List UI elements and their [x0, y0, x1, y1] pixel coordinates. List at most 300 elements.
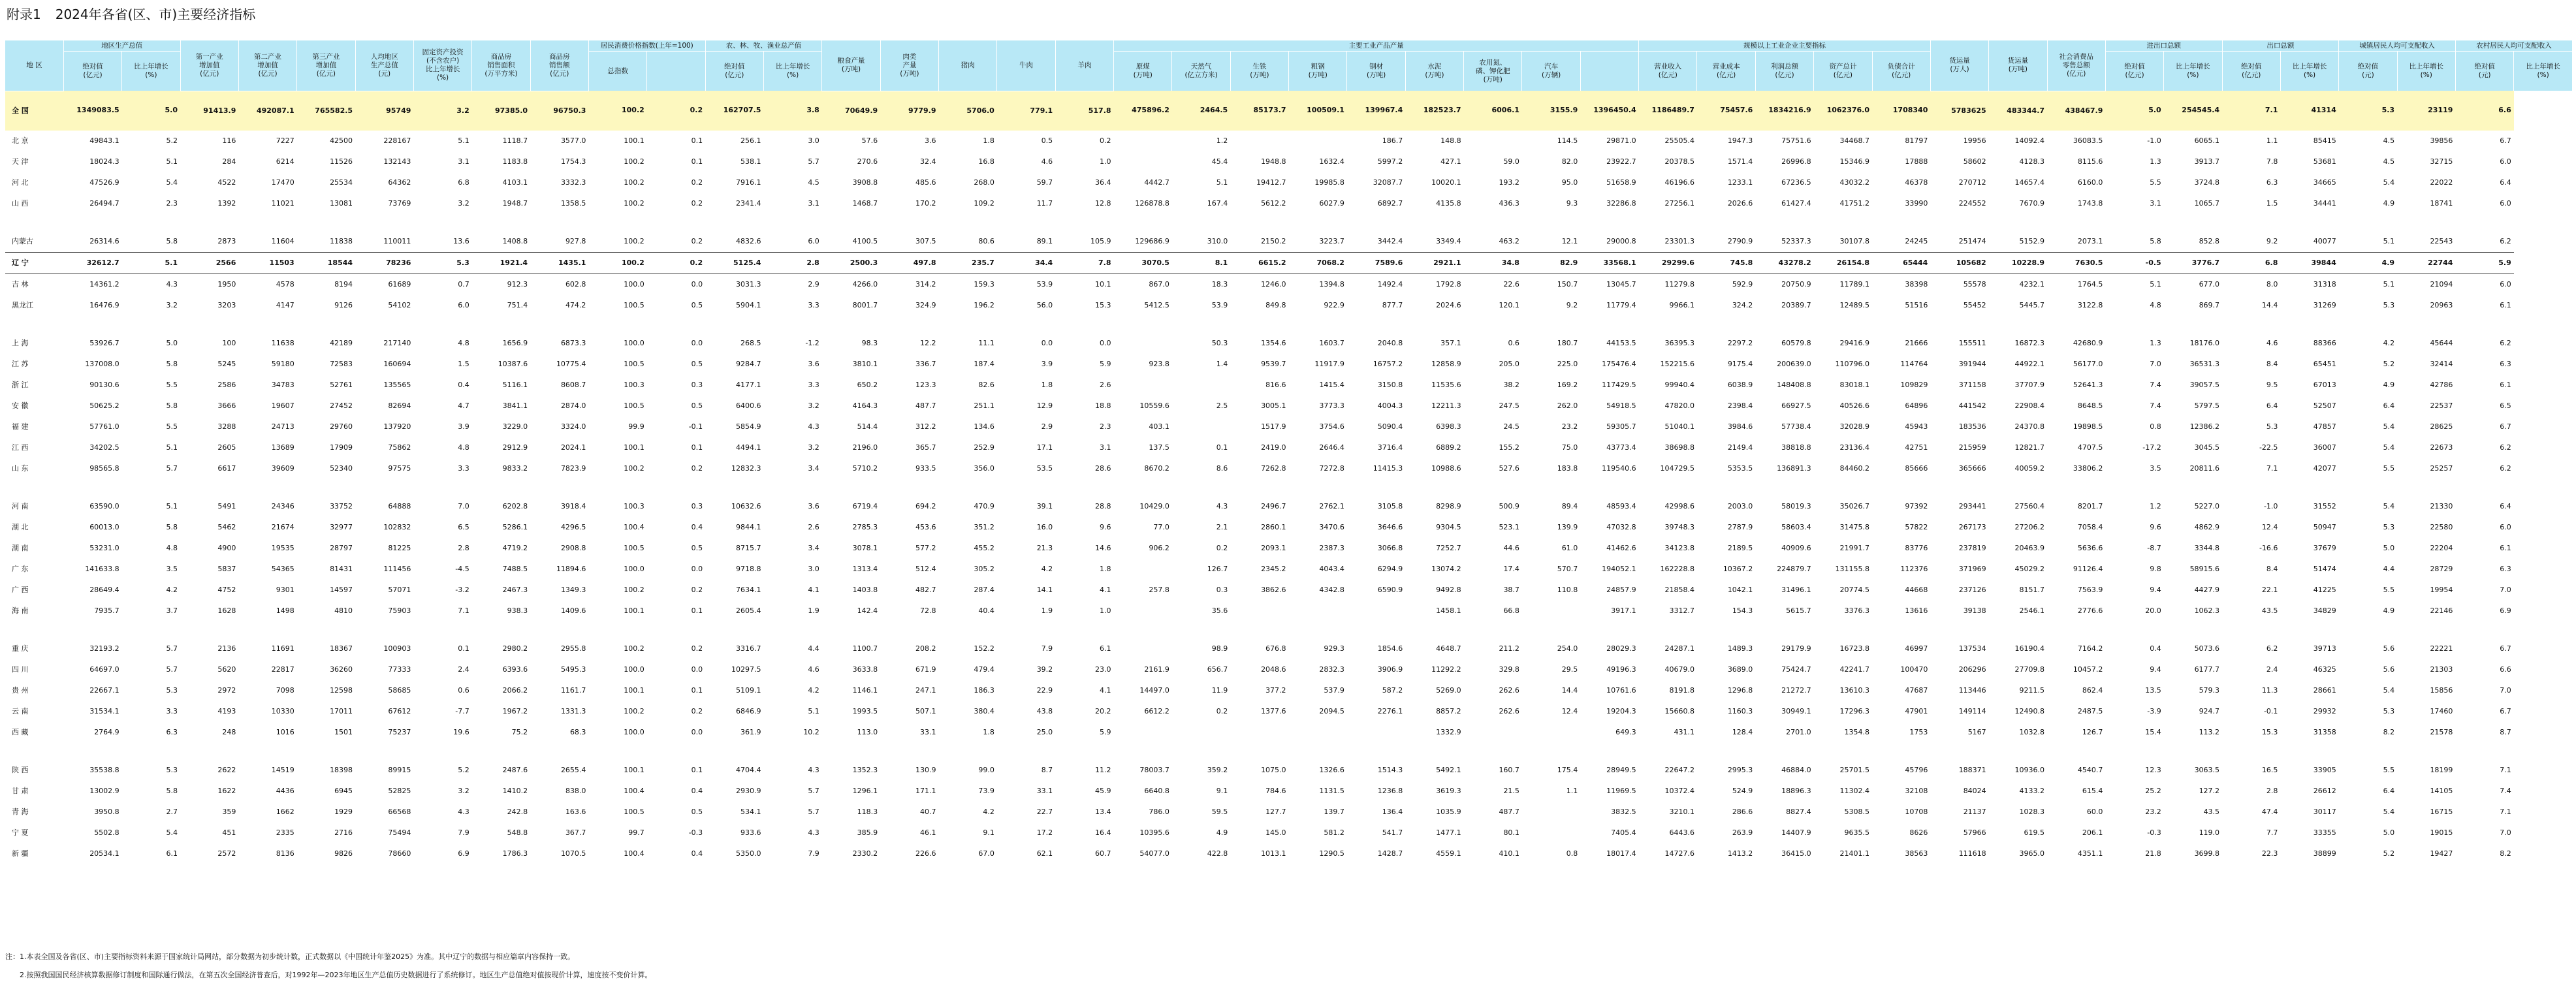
- table-cell: 3005.1: [1261, 401, 1286, 410]
- table-cell: 25257: [2430, 463, 2453, 473]
- table-cell: 53.9: [1036, 279, 1053, 289]
- table-cell: 2.4: [458, 665, 469, 674]
- table-cell: 112376: [1900, 564, 1928, 573]
- table-cell: 39138: [1963, 606, 1986, 615]
- table-cell: 9492.8: [1436, 585, 1461, 594]
- table-cell: 22647.2: [1664, 765, 1694, 774]
- table-cell: 3689.0: [1727, 665, 1753, 674]
- table-cell: 170.2: [915, 198, 936, 208]
- table-cell: 23922.7: [1606, 157, 1636, 166]
- table-cell: 175.4: [1557, 765, 1578, 774]
- table-cell: 1160.3: [1727, 706, 1753, 715]
- table-cell: 4494.1: [735, 443, 761, 452]
- table-cell: 33990: [1905, 198, 1928, 208]
- table-cell: 13081: [330, 198, 353, 208]
- table-cell: 160.7: [1499, 765, 1519, 774]
- header-group-urban: 城镇居民人均可支配收入: [2339, 40, 2456, 52]
- header-group-gdp: 地区生产总值: [63, 40, 180, 52]
- table-cell: 31534.1: [89, 706, 119, 715]
- table-cell: 100.1: [624, 136, 644, 145]
- title-text: 2024年各省(区、市)主要经济指标: [55, 7, 256, 22]
- table-cell: 27452: [330, 401, 353, 410]
- table-cell: 73769: [388, 198, 411, 208]
- table-row: [5, 496, 2573, 517]
- table-body: [5, 91, 2573, 864]
- table-cell: 3913.7: [2194, 157, 2220, 166]
- table-cell: 145.0: [1265, 828, 1286, 837]
- table-cell: 6443.6: [1669, 828, 1694, 837]
- table-cell: 119.0: [2199, 828, 2220, 837]
- table-row: [5, 295, 2573, 316]
- table-cell: 205.0: [1499, 359, 1519, 368]
- table-cell: 3.9: [1041, 359, 1053, 368]
- table-cell: 3646.6: [1377, 522, 1403, 531]
- table-cell: 307.5: [915, 236, 936, 245]
- table-cell: 359.2: [1207, 765, 1228, 774]
- table-cell: 3918.4: [560, 501, 586, 510]
- table-row: [5, 375, 2573, 396]
- table-cell: 3223.7: [1319, 236, 1344, 245]
- table-row: [5, 437, 2573, 458]
- table-cell: 0.2: [1100, 136, 1111, 145]
- table-cell: 50947: [2313, 522, 2336, 531]
- table-cell: 61689: [388, 279, 411, 289]
- table-cell: 100.5: [624, 543, 644, 552]
- table-cell: 2980.2: [502, 644, 528, 653]
- table-cell: 27560.4: [2014, 501, 2045, 510]
- table-cell: 4719.2: [502, 543, 528, 552]
- table-cell: 4.3: [808, 765, 819, 774]
- table-cell: 2955.8: [560, 644, 586, 653]
- table-cell: 5904.1: [735, 300, 761, 309]
- table-cell: 39609: [271, 463, 294, 473]
- table-cell: 64896: [1905, 401, 1928, 410]
- table-cell: 193.2: [1499, 178, 1519, 187]
- table-cell: 32612.7: [63, 252, 121, 274]
- table-cell: 2566: [180, 252, 238, 274]
- table-cell: 7.4: [2150, 401, 2161, 410]
- table-cell: 5269.0: [1436, 685, 1461, 695]
- table-cell: 11021: [271, 198, 294, 208]
- table-cell: 0.2: [691, 236, 703, 245]
- table-cell: 0.1: [691, 443, 703, 452]
- table-cell: 2.6: [1100, 380, 1111, 389]
- table-cell: [1522, 823, 1580, 843]
- table-cell: 4.2: [2383, 338, 2395, 347]
- table-cell: 33806.2: [2073, 463, 2103, 473]
- table-cell: 47901: [1905, 706, 1928, 715]
- table-cell: 649.3: [1615, 727, 1636, 736]
- table-cell: 4.5: [2383, 136, 2395, 145]
- table-cell: 35026.7: [1839, 501, 1869, 510]
- table-cell: 6.7: [2500, 136, 2511, 145]
- table-cell: 48593.4: [1606, 501, 1636, 510]
- table-cell: 66.8: [1503, 606, 1519, 615]
- table-cell: 6202.8: [502, 501, 528, 510]
- table-cell: 60.7: [1095, 849, 1111, 858]
- table-cell: 2873: [217, 236, 236, 245]
- table-cell: 37679: [2313, 543, 2336, 552]
- table-cell: 436.3: [1499, 198, 1519, 208]
- table-cell: 4.1: [1100, 585, 1111, 594]
- table-cell: 19.6: [453, 727, 469, 736]
- table-cell: 6038.9: [1727, 380, 1753, 389]
- table-cell: 123.3: [915, 380, 936, 389]
- table-cell: 6590.9: [1377, 585, 1403, 594]
- table-cell: 1290.5: [1319, 849, 1344, 858]
- table-cell: 91413.9: [180, 91, 238, 131]
- table-cell: 8648.5: [2077, 401, 2103, 410]
- table-cell: 95749: [355, 91, 413, 131]
- table-cell: 361.9: [740, 727, 761, 736]
- table-cell: 90130.6: [89, 380, 119, 389]
- header-group-cpi: 居民消费价格指数(上年=100): [588, 40, 705, 52]
- table-cell: 8298.9: [1436, 501, 1461, 510]
- table-cell: 78003.7: [1139, 765, 1169, 774]
- table-cell: 5.5: [2150, 178, 2161, 187]
- table-cell: 453.6: [915, 522, 936, 531]
- page-title: [7, 4, 270, 23]
- table-cell: 267173: [1958, 522, 1986, 531]
- table-cell: 12598: [330, 685, 353, 695]
- table-cell: 4.2: [983, 807, 994, 816]
- table-cell: 324.9: [915, 300, 936, 309]
- table-cell: 391944: [1958, 359, 1986, 368]
- table-row: [5, 802, 2573, 823]
- table-cell: 2995.3: [1727, 765, 1753, 774]
- table-cell: 187.4: [974, 359, 994, 368]
- table-cell: 152.2: [974, 644, 994, 653]
- table-cell: 751.4: [507, 300, 528, 309]
- table-cell: 3.6: [808, 501, 819, 510]
- table-cell: 136.4: [1382, 807, 1403, 816]
- table-cell: 2.9: [808, 279, 819, 289]
- table-cell: 3.7: [166, 606, 178, 615]
- table-cell: 6945: [334, 786, 353, 795]
- table-cell: 0.0: [691, 338, 703, 347]
- table-cell: 11789.1: [1839, 279, 1869, 289]
- table-cell: 109829: [1900, 380, 1928, 389]
- table-cell: 929.3: [1324, 644, 1344, 653]
- table-cell: 14.4: [2261, 300, 2278, 309]
- table-cell: 1.3: [2150, 157, 2161, 166]
- table-cell: 5.5: [2383, 463, 2395, 473]
- table-cell: 14407.9: [1781, 828, 1811, 837]
- table-cell: 0.4: [691, 522, 703, 531]
- table-cell: 7488.5: [502, 564, 528, 573]
- table-cell: 4900: [217, 543, 236, 552]
- table-cell: 1403.8: [852, 585, 878, 594]
- header-liab: 负债合计 (亿元): [1872, 52, 1930, 91]
- table-cell: 5.4: [2383, 422, 2395, 431]
- table-cell: 35538.8: [89, 765, 119, 774]
- table-cell: 5.9: [1100, 359, 1111, 368]
- table-cell: 0.2: [647, 252, 705, 274]
- table-cell: 262.6: [1499, 706, 1519, 715]
- table-cell: 58602: [1963, 157, 1986, 166]
- table-cell: 2.6: [808, 522, 819, 531]
- table-cell: 225.0: [1557, 359, 1578, 368]
- table-cell: 14519: [271, 765, 294, 774]
- table-cell: 3.8: [763, 91, 821, 131]
- table-cell: 34123.8: [1664, 543, 1694, 552]
- table-cell: 4.2: [166, 585, 178, 594]
- table-cell: 18.3: [1211, 279, 1228, 289]
- region-name: 福 建: [12, 422, 29, 431]
- table-cell: 2335: [276, 828, 294, 837]
- table-cell: 39057.5: [2189, 380, 2220, 389]
- table-cell: 237126: [1958, 585, 1986, 594]
- table-cell: 5492.1: [1436, 765, 1461, 774]
- table-cell: 4.9: [2383, 198, 2395, 208]
- table-cell: 102832: [383, 522, 411, 531]
- table-cell: 40526.6: [1839, 401, 1869, 410]
- table-cell: 7.4: [2150, 380, 2161, 389]
- table-cell: 34468.7: [1839, 136, 1869, 145]
- table-cell: 924.7: [2199, 706, 2220, 715]
- header-tertiary: 第三产业 增加值 (亿元): [297, 40, 355, 91]
- table-cell: 2572: [217, 849, 236, 858]
- table-cell: 6160.0: [2077, 178, 2103, 187]
- table-cell: 6.8: [458, 178, 469, 187]
- table-cell: 6.5: [2500, 401, 2511, 410]
- table-cell: 36531.3: [2189, 359, 2220, 368]
- table-cell: [1114, 333, 1172, 354]
- table-row: [5, 601, 2573, 621]
- table-cell: 47032.8: [1606, 522, 1636, 531]
- table-cell: 10367.2: [1723, 564, 1753, 573]
- table-cell: 4135.8: [1436, 198, 1461, 208]
- table-cell: 1016: [276, 727, 294, 736]
- region-name: 海 南: [12, 606, 29, 615]
- table-cell: 694.2: [915, 501, 936, 510]
- table-cell: 7405.4: [1611, 828, 1636, 837]
- table-cell: 431.1: [1674, 727, 1694, 736]
- table-cell: 4.2: [1041, 564, 1053, 573]
- table-cell: 6.3: [2500, 564, 2511, 573]
- table-cell: 5710.2: [852, 463, 878, 473]
- table-cell: 72.8: [920, 606, 936, 615]
- table-cell: 1428.7: [1377, 849, 1403, 858]
- table-cell: 5308.5: [1844, 807, 1869, 816]
- table-cell: 745.8: [1697, 252, 1755, 274]
- table-cell: 4540.7: [2077, 765, 2103, 774]
- table-cell: 2136: [217, 644, 236, 653]
- table-cell: 10387.6: [498, 359, 528, 368]
- table-cell: 65444: [1872, 252, 1930, 274]
- table-cell: 77333: [388, 665, 411, 674]
- table-cell: [1114, 375, 1172, 396]
- table-cell: 52825: [388, 786, 411, 795]
- table-cell: 89.1: [1036, 236, 1053, 245]
- table-cell: 237819: [1958, 543, 1986, 552]
- table-cell: 0.2: [691, 178, 703, 187]
- header-fai: 固定资产投资 (不含农户) 比上年增长 (%): [413, 40, 471, 91]
- table-cell: -16.6: [2259, 543, 2278, 552]
- table-cell: 113.2: [2199, 727, 2220, 736]
- table-cell: 13002.9: [89, 786, 119, 795]
- table-cell: 3150.8: [1377, 380, 1403, 389]
- table-cell: 200639.0: [1777, 359, 1811, 368]
- table-cell: 23.0: [1095, 665, 1111, 674]
- table-cell: 22.1: [2261, 585, 2278, 594]
- table-cell: 1233.1: [1727, 178, 1753, 187]
- table-cell: 21137: [1963, 807, 1986, 816]
- table-cell: 1392: [217, 198, 236, 208]
- table-cell: 1131.5: [1319, 786, 1344, 795]
- table-cell: 487.7: [1499, 807, 1519, 816]
- table-cell: 114.5: [1557, 136, 1578, 145]
- table-cell: 136891.3: [1777, 463, 1811, 473]
- table-cell: 16190.4: [2014, 644, 2045, 653]
- table-cell: 9779.9: [880, 91, 938, 131]
- table-cell: 6.5: [458, 522, 469, 531]
- table-cell: 2716: [334, 828, 353, 837]
- table-cell: 270712: [1958, 178, 1986, 187]
- table-cell: 1632.4: [1319, 157, 1344, 166]
- table-cell: 85415: [2313, 136, 2336, 145]
- table-cell: 438467.9: [2047, 91, 2105, 131]
- table-cell: 22673: [2430, 443, 2453, 452]
- table-cell: 43.5: [2261, 606, 2278, 615]
- table-cell: -1.0: [2147, 136, 2161, 145]
- table-cell: 152215.6: [1660, 359, 1694, 368]
- table-cell: 21991.7: [1839, 543, 1869, 552]
- table-cell: 100.2: [624, 236, 644, 245]
- table-cell: 287.4: [974, 585, 994, 594]
- table-cell: 20774.5: [1839, 585, 1869, 594]
- table-cell: 3716.4: [1377, 443, 1403, 452]
- table-cell: 59180: [271, 359, 294, 368]
- table-cell: 6.2: [2500, 443, 2511, 452]
- table-cell: 12821.7: [2014, 443, 2045, 452]
- table-cell: 38563: [1905, 849, 1928, 858]
- table-cell: 527.6: [1499, 463, 1519, 473]
- table-cell: 4.8: [458, 443, 469, 452]
- table-cell: 7098: [276, 685, 294, 695]
- table-cell: 1394.8: [1319, 279, 1344, 289]
- table-cell: 6892.7: [1377, 198, 1403, 208]
- table-cell: 6.4: [2266, 401, 2278, 410]
- table-cell: 11302.4: [1839, 786, 1869, 795]
- table-cell: 11604: [271, 236, 294, 245]
- table-cell: 126.7: [2082, 727, 2103, 736]
- table-row: [5, 131, 2573, 151]
- table-cell: 5706.0: [939, 91, 997, 131]
- table-cell: 2.7: [166, 807, 178, 816]
- table-cell: 581.2: [1324, 828, 1344, 837]
- table-row: [5, 538, 2573, 559]
- table-cell: 46.1: [920, 828, 936, 837]
- table-cell: 7935.7: [94, 606, 119, 615]
- table-cell: 31552: [2313, 501, 2336, 510]
- table-cell: 12858.9: [1431, 359, 1461, 368]
- table-cell: 110.8: [1557, 585, 1578, 594]
- header-beef: 牛肉: [997, 40, 1055, 91]
- table-cell: 385.9: [857, 828, 878, 837]
- table-cell: 2297.2: [1727, 338, 1753, 347]
- table-cell: 45029.2: [2014, 564, 2045, 573]
- table-cell: 7.4: [2500, 786, 2511, 795]
- table-cell: 4.9: [1216, 828, 1228, 837]
- table-cell: 6.4: [2500, 501, 2511, 510]
- table-cell: 28729: [2430, 564, 2453, 573]
- table-cell: 45.4: [1211, 157, 1228, 166]
- table-cell: 2066.2: [502, 685, 528, 695]
- table-cell: 24287.1: [1664, 644, 1694, 653]
- table-cell: 5615.7: [1786, 606, 1811, 615]
- table-cell: 120.1: [1499, 300, 1519, 309]
- table-cell: 10228.9: [1989, 252, 2047, 274]
- table-cell: 1352.3: [852, 765, 878, 774]
- table-cell: 75903: [388, 606, 411, 615]
- table-cell: 100.5: [624, 300, 644, 309]
- header-blank: [1580, 52, 1638, 91]
- table-cell: 3324.0: [560, 422, 586, 431]
- region-name: 广 东: [12, 564, 29, 573]
- table-cell: 248: [222, 727, 236, 736]
- table-cell: 485.6: [915, 178, 936, 187]
- table-cell: [1230, 601, 1288, 621]
- table-cell: 3349.4: [1436, 236, 1461, 245]
- table-cell: 7563.9: [2077, 585, 2103, 594]
- table-cell: 19985.8: [1314, 178, 1344, 187]
- table-cell: 53.9: [1211, 300, 1228, 309]
- table-cell: [1347, 601, 1405, 621]
- table-cell: 63590.0: [89, 501, 119, 510]
- table-cell: 0.1: [1216, 443, 1228, 452]
- table-cell: 1.8: [1041, 380, 1053, 389]
- table-row: [5, 760, 2573, 781]
- table-cell: 13074.2: [1431, 564, 1461, 573]
- table-cell: 29000.8: [1606, 236, 1636, 245]
- table-cell: 1.4: [1216, 359, 1228, 368]
- table-cell: [1464, 131, 1522, 151]
- table-cell: 1.1: [1566, 786, 1578, 795]
- table-cell: 72583: [330, 359, 353, 368]
- table-cell: 16.0: [1036, 522, 1053, 531]
- table-cell: 0.4: [2150, 644, 2161, 653]
- table-cell: 2921.1: [1405, 252, 1463, 274]
- table-cell: 149114: [1958, 706, 1986, 715]
- table-cell: 9284.7: [735, 359, 761, 368]
- table-cell: 4436: [276, 786, 294, 795]
- table-cell: 58603.4: [1781, 522, 1811, 531]
- table-cell: 16757.2: [1373, 359, 1403, 368]
- table-cell: 19412.7: [1256, 178, 1286, 187]
- table-cell: -0.1: [688, 422, 703, 431]
- table-cell: 0.5: [691, 401, 703, 410]
- table-cell: 15346.9: [1839, 157, 1869, 166]
- table-cell: 30949.1: [1781, 706, 1811, 715]
- table-cell: 24245: [1905, 236, 1928, 245]
- table-cell: 58685: [388, 685, 411, 695]
- table-cell: 2908.8: [560, 543, 586, 552]
- table-cell: 96750.3: [530, 91, 588, 131]
- table-cell: 28625: [2430, 422, 2453, 431]
- table-cell: 29871.0: [1606, 136, 1636, 145]
- table-cell: 13.5: [2145, 685, 2161, 695]
- table-cell: 1415.4: [1319, 380, 1344, 389]
- region-name: 辽 宁: [5, 252, 63, 274]
- table-cell: 0.6: [458, 685, 469, 695]
- table-cell: 0.1: [691, 765, 703, 774]
- table-cell: 11894.6: [556, 564, 586, 573]
- table-cell: 59.5: [1211, 807, 1228, 816]
- table-cell: 9.6: [2150, 522, 2161, 531]
- table-row: [5, 722, 2573, 743]
- table-cell: 1435.1: [530, 252, 588, 274]
